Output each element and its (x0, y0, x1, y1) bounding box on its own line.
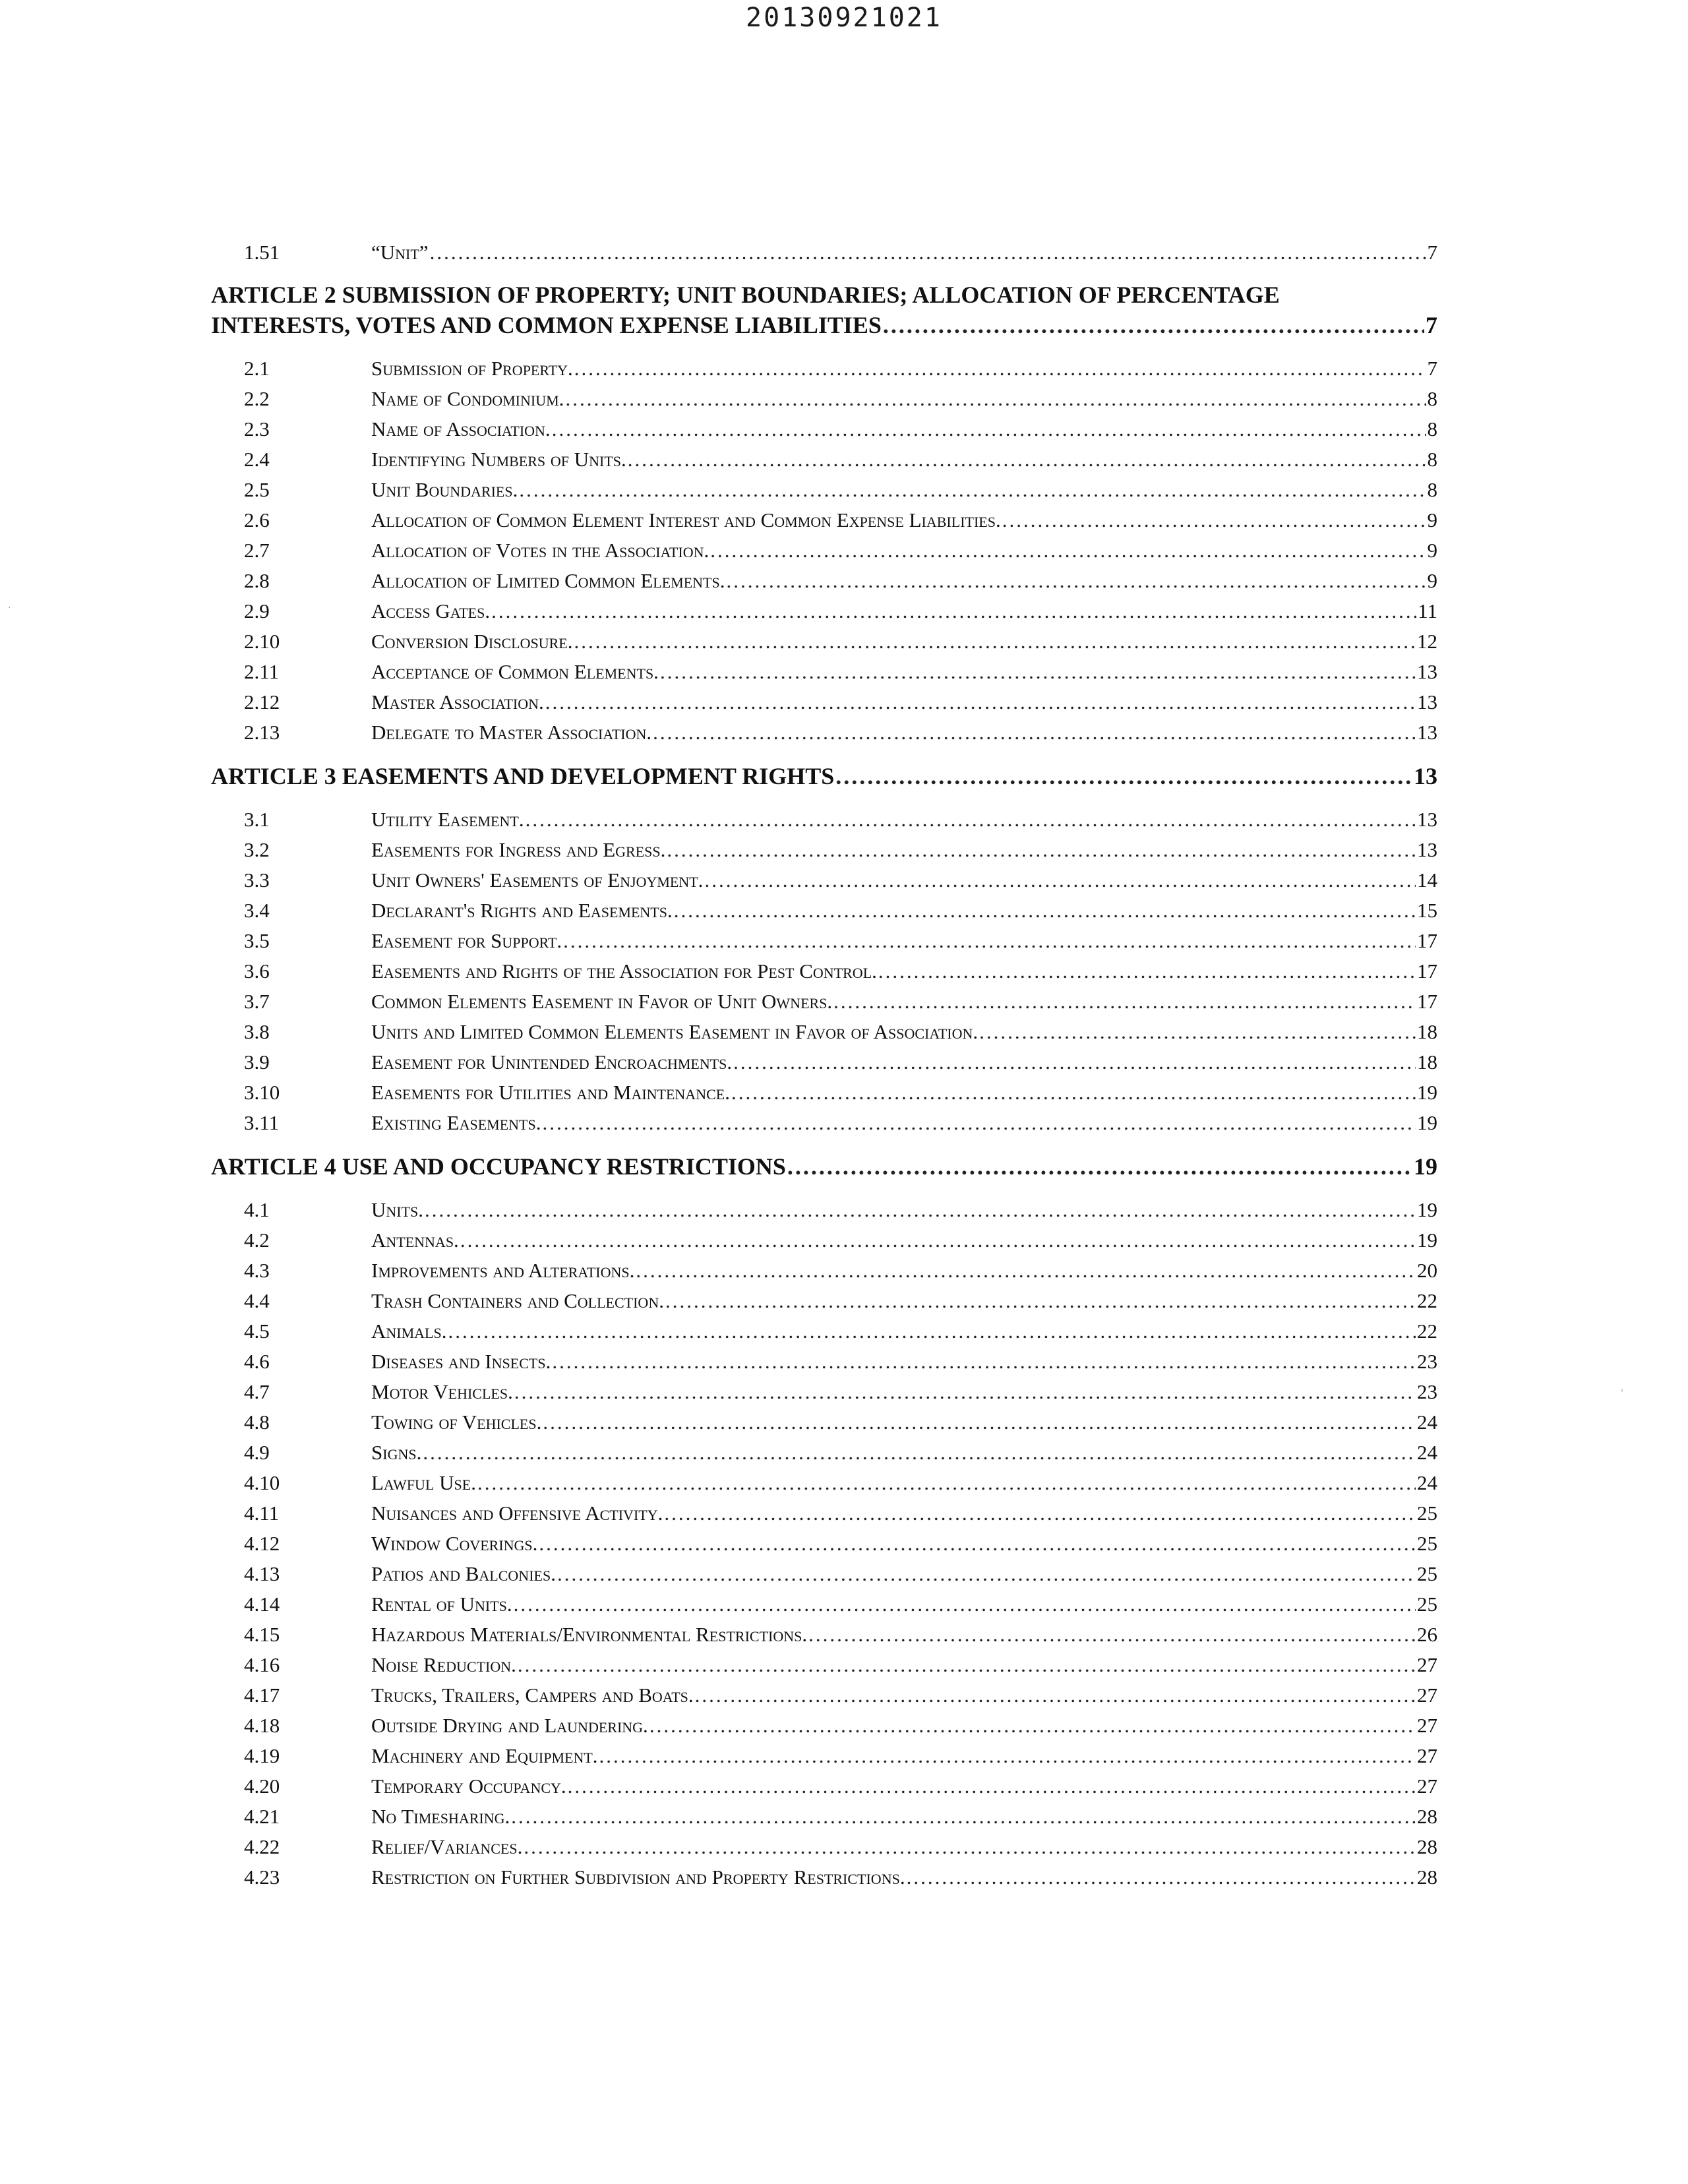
toc-entry (211, 1225, 1437, 1256)
section-number: 4.11 (244, 1502, 280, 1525)
section-title: Outside Drying and Laundering. (371, 1714, 648, 1737)
page-number: 7 (1427, 357, 1437, 380)
page-number: 26 (1417, 1623, 1437, 1646)
article-heading-line2 (211, 310, 1437, 340)
section-number: 3.6 (244, 959, 270, 983)
dot-leader (674, 895, 1416, 926)
dot-leader (731, 1077, 1416, 1108)
page-number: 25 (1417, 1502, 1437, 1525)
toc-entry (211, 1711, 1437, 1741)
dot-leader (552, 414, 1426, 444)
page-number: 28 (1417, 1805, 1437, 1828)
dot-leader (543, 1407, 1416, 1438)
section-title: Diseases and Insects. (371, 1350, 551, 1373)
page-number: 18 (1417, 1020, 1437, 1043)
toc-entry (211, 956, 1437, 986)
section-number: 2.7 (244, 539, 270, 562)
dot-leader (477, 1468, 1416, 1498)
page-number: 27 (1417, 1774, 1437, 1798)
section-number: 4.14 (244, 1592, 280, 1616)
dot-leader (883, 310, 1424, 340)
section-title: Allocation of Common Element Interest and Common Expense Liabilities. (371, 508, 1001, 531)
page-number: 27 (1417, 1684, 1437, 1707)
toc-entry (211, 1377, 1437, 1407)
section-title: Existing Easements. (371, 1111, 541, 1134)
page-number: 7 (1427, 241, 1437, 264)
section-title: Signs. (371, 1441, 422, 1464)
page-number: 8 (1427, 478, 1437, 501)
section-number: 2.1 (244, 357, 270, 380)
dot-leader (653, 717, 1416, 748)
section-title: Restriction on Further Subdivision and Property Restrictions. (371, 1866, 905, 1889)
toc-entry (211, 835, 1437, 865)
dot-leader (563, 926, 1416, 956)
dot-leader (665, 1286, 1416, 1316)
article-heading-row (211, 1151, 1437, 1182)
section-title: Easements for Utilities and Maintenance. (371, 1081, 730, 1104)
section-number: 2.6 (244, 508, 270, 531)
page-number: 8 (1427, 448, 1437, 471)
section-title: Master Association. (371, 690, 544, 713)
section-number: 4.6 (244, 1350, 270, 1373)
toc-entry (211, 804, 1437, 835)
page-number: 9 (1427, 539, 1437, 562)
dot-leader (491, 596, 1416, 626)
dot-leader (514, 1377, 1416, 1407)
section-number: 4.20 (244, 1774, 280, 1798)
toc-entry (211, 1620, 1437, 1650)
article-title: ARTICLE 3 EASEMENTS AND DEVELOPMENT RIGHTS (211, 763, 835, 789)
toc-entry (211, 535, 1437, 566)
section-title: Name of Condominium. (371, 387, 564, 410)
section-title: Easement for Support. (371, 929, 562, 952)
dot-leader (907, 1862, 1416, 1893)
section-number: 4.10 (244, 1471, 280, 1494)
section-number: 4.18 (244, 1714, 280, 1737)
toc-entry (211, 1529, 1437, 1559)
section-number: 3.11 (244, 1111, 280, 1134)
toc-entry (211, 1017, 1437, 1047)
section-title: Access Gates. (371, 599, 491, 622)
dot-leader (667, 835, 1416, 865)
section-number: 2.5 (244, 478, 270, 501)
toc-entry (211, 1347, 1437, 1377)
section-title: Machinery and Equipment. (371, 1744, 598, 1767)
section-number: 3.7 (244, 990, 270, 1013)
dot-leader (460, 1225, 1416, 1256)
dot-leader (557, 1559, 1416, 1589)
toc-entry (211, 1047, 1437, 1077)
article-heading-line1: ARTICLE 2 SUBMISSION OF PROPERTY; UNIT BOUNDARIES; ALLOCATION OF PERCENTAGE (211, 282, 1280, 308)
page-number: 25 (1417, 1562, 1437, 1585)
section-title: Unit Owners' Easements of Enjoyment. (371, 868, 704, 892)
dot-leader (979, 1017, 1416, 1047)
table-of-contents (211, 237, 1437, 1893)
page-number: 19 (1414, 1153, 1437, 1180)
toc-entry (211, 626, 1437, 657)
section-number: 4.2 (244, 1228, 270, 1252)
toc-entry (211, 1802, 1437, 1832)
toc-entry (211, 865, 1437, 895)
dot-leader (733, 1047, 1416, 1077)
section-number: 4.5 (244, 1320, 270, 1343)
toc-entry (211, 1286, 1437, 1316)
page-number: 14 (1417, 868, 1437, 892)
section-title: Conversion Disclosure. (371, 630, 573, 653)
dot-leader (514, 1589, 1416, 1620)
section-title: Patios and Balconies. (371, 1562, 556, 1585)
article-title-continued: INTERESTS, VOTES AND COMMON EXPENSE LIABILITIES (211, 312, 882, 338)
article-heading (211, 280, 1437, 340)
toc-entry (211, 1256, 1437, 1286)
page-number: 25 (1417, 1592, 1437, 1616)
dot-leader (519, 475, 1426, 505)
section-title: Units and Limited Common Elements Easement in Favor of Association. (371, 1020, 979, 1043)
page-number: 20 (1417, 1259, 1437, 1282)
section-number: 4.19 (244, 1744, 280, 1767)
section-title: Unit Boundaries. (371, 478, 518, 501)
section-title: Identifying Numbers of Units. (371, 448, 626, 471)
dot-leader (808, 1620, 1416, 1650)
toc-entry (211, 475, 1437, 505)
section-number: 2.11 (244, 660, 280, 683)
page-number: 15 (1417, 899, 1437, 922)
toc-entry (211, 384, 1437, 414)
dot-leader (1002, 505, 1426, 535)
page-number: 9 (1427, 508, 1437, 531)
page-number: 8 (1427, 417, 1437, 440)
section-title: Trucks, Trailers, Campers and Boats. (371, 1684, 694, 1707)
toc-entry (211, 986, 1437, 1017)
dot-leader (649, 1711, 1416, 1741)
dot-leader (599, 1741, 1416, 1771)
article-heading (211, 1151, 1437, 1182)
dot-leader (526, 804, 1416, 835)
page-number: 13 (1417, 660, 1437, 683)
dot-leader (636, 1256, 1416, 1286)
page-number: 22 (1417, 1289, 1437, 1312)
page-number: 23 (1417, 1380, 1437, 1403)
dot-leader (574, 626, 1416, 657)
section-number: 4.9 (244, 1441, 270, 1464)
dot-leader (511, 1802, 1416, 1832)
dot-leader (660, 657, 1416, 687)
section-number: 4.17 (244, 1684, 280, 1707)
page-number: 28 (1417, 1866, 1437, 1889)
page-number: 13 (1414, 763, 1437, 789)
toc-entry (211, 1077, 1437, 1108)
toc-entry-1-51 (211, 237, 1437, 268)
section-number: 1.51 (244, 241, 280, 264)
page-number: 19 (1417, 1228, 1437, 1252)
page-number: 12 (1417, 630, 1437, 653)
section-title: Easement for Unintended Encroachments. (371, 1050, 733, 1074)
article-heading-row (211, 761, 1437, 791)
toc-entry (211, 1680, 1437, 1711)
section-number: 3.2 (244, 838, 270, 861)
dot-leader (664, 1498, 1416, 1529)
page-number: 19 (1417, 1198, 1437, 1221)
page-number: 24 (1417, 1410, 1437, 1434)
section-title: Nuisances and Offensive Activity. (371, 1502, 663, 1525)
section-number: 2.4 (244, 448, 270, 471)
toc-entry (211, 1438, 1437, 1468)
toc-entry (211, 1559, 1437, 1589)
page-number: 13 (1417, 721, 1437, 744)
section-number: 3.5 (244, 929, 270, 952)
dot-leader (710, 535, 1426, 566)
toc-entry (211, 926, 1437, 956)
dot-leader (628, 444, 1426, 475)
section-number: 3.10 (244, 1081, 280, 1104)
section-number: 3.9 (244, 1050, 270, 1074)
page-number: 17 (1417, 959, 1437, 983)
page-number: 19 (1417, 1081, 1437, 1104)
section-title: Allocation of Votes in the Association. (371, 539, 709, 562)
section-number: 3.8 (244, 1020, 270, 1043)
section-number: 4.13 (244, 1562, 280, 1585)
dot-leader (524, 1832, 1416, 1862)
page-number: 17 (1417, 929, 1437, 952)
page-number: 11 (1418, 599, 1437, 622)
section-title: No Timesharing. (371, 1805, 510, 1828)
section-title: Common Elements Easement in Favor of Unit Owners. (371, 990, 833, 1013)
toc-entry (211, 895, 1437, 926)
toc-entry (211, 1771, 1437, 1802)
dot-leader (542, 1108, 1416, 1138)
section-number: 4.23 (244, 1866, 280, 1889)
section-number: 2.10 (244, 630, 280, 653)
dot-leader (787, 1151, 1412, 1182)
dot-leader (430, 237, 1426, 268)
scan-mark: . (8, 600, 11, 611)
toc-entry (211, 657, 1437, 687)
dot-leader (448, 1316, 1416, 1347)
toc-entry (211, 1468, 1437, 1498)
dot-leader (704, 865, 1416, 895)
toc-entry (211, 596, 1437, 626)
section-title: Temporary Occupancy. (371, 1774, 566, 1798)
section-title: Units. (371, 1198, 424, 1221)
section-number: 3.3 (244, 868, 270, 892)
toc-entry (211, 1407, 1437, 1438)
section-number: 2.13 (244, 721, 280, 744)
section-title: Submission of Property. (371, 357, 573, 380)
page-number: 18 (1417, 1050, 1437, 1074)
dot-leader (552, 1347, 1416, 1377)
page-number: 24 (1417, 1441, 1437, 1464)
toc-entry (211, 1195, 1437, 1225)
section-title: Improvements and Alterations. (371, 1259, 635, 1282)
dot-leader (539, 1529, 1416, 1559)
toc-entry (211, 444, 1437, 475)
section-number: 4.21 (244, 1805, 280, 1828)
dot-leader (518, 1650, 1416, 1680)
page-number: 25 (1417, 1532, 1437, 1555)
article-heading (211, 761, 1437, 791)
dot-leader (565, 384, 1426, 414)
section-title: Lawful Use. (371, 1471, 476, 1494)
toc-entry (211, 1316, 1437, 1347)
section-title: Allocation of Limited Common Elements. (371, 569, 725, 592)
page-number: 22 (1417, 1320, 1437, 1343)
section-title: Easements for Ingress and Egress. (371, 838, 666, 861)
section-title: Hazardous Materials/Environmental Restrictions. (371, 1623, 808, 1646)
toc-entry (211, 1589, 1437, 1620)
toc-entry (211, 1108, 1437, 1138)
section-title: Declarant's Rights and Easements. (371, 899, 673, 922)
section-title: Easements and Rights of the Association for Pest Control. (371, 959, 877, 983)
section-title: Noise Reduction. (371, 1653, 516, 1676)
page-number: 19 (1417, 1111, 1437, 1134)
section-title: Towing of Vehicles. (371, 1410, 542, 1434)
section-number: 2.12 (244, 690, 280, 713)
section-number: 4.4 (244, 1289, 270, 1312)
page-number: 23 (1417, 1350, 1437, 1373)
page-number: 7 (1426, 312, 1437, 338)
page-number: 28 (1417, 1835, 1437, 1858)
section-title: Relief/Variances. (371, 1835, 523, 1858)
page-number: 27 (1417, 1653, 1437, 1676)
section-title: Motor Vehicles. (371, 1380, 513, 1403)
page-number: 13 (1417, 838, 1437, 861)
dot-leader (833, 986, 1416, 1017)
section-title: Window Coverings. (371, 1532, 538, 1555)
dot-leader (574, 353, 1426, 384)
toc-entry (211, 566, 1437, 596)
section-title: Acceptance of Common Elements. (371, 660, 659, 683)
dot-leader (878, 956, 1416, 986)
section-title: Rental of Units. (371, 1592, 512, 1616)
toc-entry (211, 1498, 1437, 1529)
section-number: 3.1 (244, 808, 270, 831)
section-number: 4.12 (244, 1532, 280, 1555)
section-number: 4.1 (244, 1198, 270, 1221)
page-number: 17 (1417, 990, 1437, 1013)
section-number: 2.8 (244, 569, 270, 592)
section-title: Utility Easement. (371, 808, 524, 831)
toc-entry (211, 717, 1437, 748)
toc-entry (211, 353, 1437, 384)
scan-mark: ' (1621, 1388, 1623, 1399)
toc-entry (211, 1832, 1437, 1862)
toc-entry (211, 505, 1437, 535)
page-number: 13 (1417, 808, 1437, 831)
section-number: 2.3 (244, 417, 270, 440)
page-number: 27 (1417, 1714, 1437, 1737)
page-number: 9 (1427, 569, 1437, 592)
page-number: 13 (1417, 690, 1437, 713)
section-number: 2.9 (244, 599, 270, 622)
section-number: 3.4 (244, 899, 270, 922)
section-title: Animals. (371, 1320, 447, 1343)
dot-leader (423, 1438, 1416, 1468)
section-number: 2.2 (244, 387, 270, 410)
section-number: 4.7 (244, 1380, 270, 1403)
section-number: 4.15 (244, 1623, 280, 1646)
section-title: Trash Containers and Collection. (371, 1289, 664, 1312)
article-title: ARTICLE 4 USE AND OCCUPANCY RESTRICTIONS (211, 1153, 786, 1180)
document-number: 20130921021 (746, 3, 942, 33)
section-title: “Unit” (371, 241, 429, 264)
page-number: 27 (1417, 1744, 1437, 1767)
dot-leader (835, 761, 1412, 791)
toc-entry (211, 1862, 1437, 1893)
section-number: 4.8 (244, 1410, 270, 1434)
dot-leader (568, 1771, 1416, 1802)
section-title: Name of Association. (371, 417, 551, 440)
section-title: Delegate to Master Association. (371, 721, 652, 744)
dot-leader (545, 687, 1416, 717)
page-number: 24 (1417, 1471, 1437, 1494)
dot-leader (425, 1195, 1416, 1225)
section-number: 4.22 (244, 1835, 280, 1858)
toc-entry (211, 414, 1437, 444)
toc-entry (211, 1650, 1437, 1680)
page-number: 8 (1427, 387, 1437, 410)
section-title: Antennas. (371, 1228, 459, 1252)
toc-entry (211, 687, 1437, 717)
dot-leader (695, 1680, 1416, 1711)
section-number: 4.3 (244, 1259, 270, 1282)
toc-entry (211, 1741, 1437, 1771)
articles-list (211, 280, 1437, 1893)
dot-leader (726, 566, 1426, 596)
section-number: 4.16 (244, 1653, 280, 1676)
